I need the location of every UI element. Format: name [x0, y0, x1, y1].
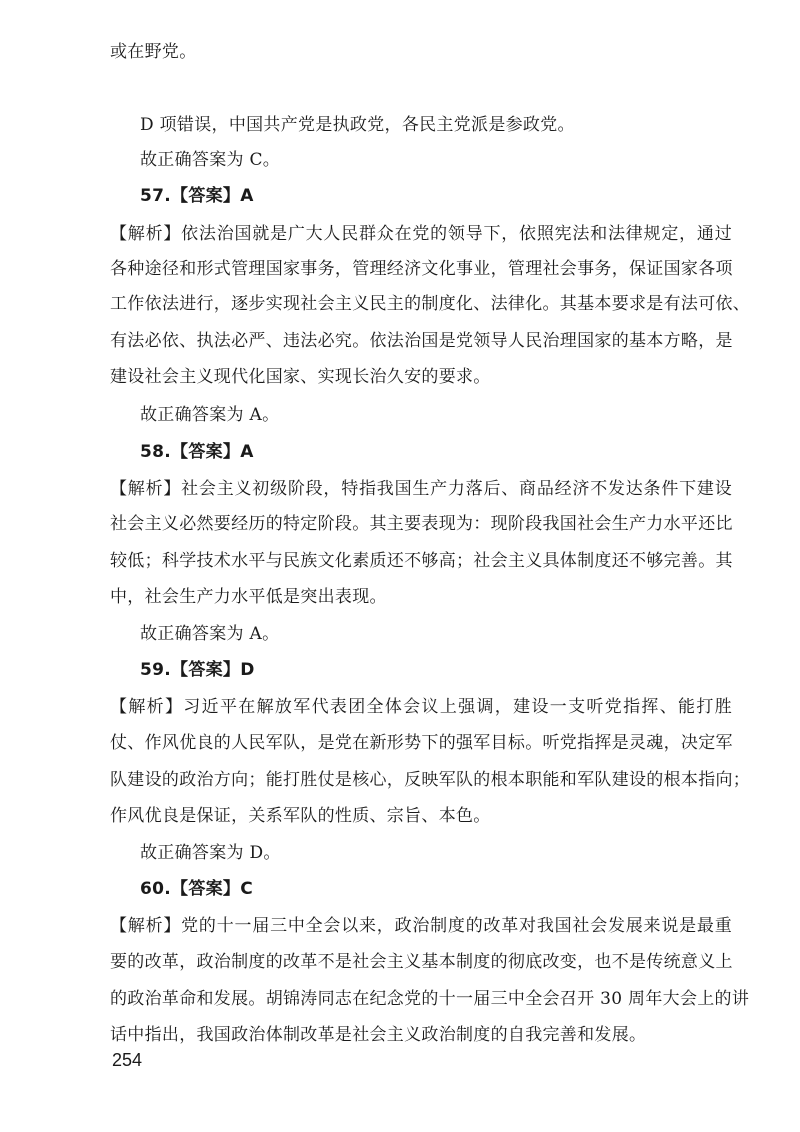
text-line: 作风优良是保证，关系军队的性质、宗旨、本色。 [110, 806, 491, 826]
text-line: D 项错误，中国共产党是执政党，各民主党派是参政党。 [140, 115, 575, 135]
answer-heading: 60.【答案】C [140, 879, 253, 899]
text-line: 话中指出，我国政治体制改革是社会主义政治制度的自我完善和发展。 [110, 1025, 647, 1045]
page-number: 254 [112, 1050, 143, 1070]
answer-heading: 57.【答案】A [140, 186, 254, 206]
text-line: 社会主义必然要经历的特定阶段。其主要表现为：现阶段我国社会生产力水平还比 [110, 514, 733, 534]
text-line: 队建设的政治方向；能打胜仗是核心，反映军队的根本职能和军队建设的根本指向； [110, 770, 751, 790]
text-line: 故正确答案为 A。 [140, 405, 280, 425]
text-line: 的政治革命和发展。胡锦涛同志在纪念党的十一届三中全会召开 30 周年大会上的讲 [110, 989, 750, 1009]
text-line: 故正确答案为 D。 [140, 843, 281, 863]
text-line: 要的改革，政治制度的改革不是社会主义基本制度的彻底改变，也不是传统意义上 [110, 952, 733, 972]
text-line: 【解析】依法治国就是广大人民群众在党的领导下，依照宪法和法律规定，通过 [110, 224, 732, 244]
text-line: 各种途径和形式管理国家事务，管理经济文化事业，管理社会事务，保证国家各项 [110, 259, 733, 279]
text-line: 或在野党。 [110, 42, 197, 62]
text-line: 有法必依、执法必严、违法必究。依法治国是党领导人民治理国家的基本方略，是 [110, 331, 733, 351]
text-line: 【解析】习近平在解放军代表团全体会议上强调，建设一支听党指挥、能打胜 [110, 697, 732, 717]
text-line: 仗、作风优良的人民军队，是党在新形势下的强军目标。听党指挥是灵魂，决定军 [110, 733, 733, 753]
answer-heading: 59.【答案】D [140, 660, 255, 680]
text-line: 【解析】党的十一届三中全会以来，政治制度的改革对我国社会发展来说是最重 [110, 916, 732, 936]
text-line: 故正确答案为 C。 [140, 150, 281, 170]
text-line: 中，社会生产力水平低是突出表现。 [110, 587, 387, 607]
text-line: 建设社会主义现代化国家、实现长治久安的要求。 [110, 367, 491, 387]
answer-heading: 58.【答案】A [140, 442, 254, 462]
text-line: 较低；科学技术水平与民族文化素质还不够高；社会主义具体制度还不够完善。其 [110, 551, 733, 571]
text-line: 故正确答案为 A。 [140, 624, 280, 644]
text-line: 【解析】社会主义初级阶段，特指我国生产力落后、商品经济不发达条件下建设 [110, 479, 732, 499]
text-line: 工作依法进行，逐步实现社会主义民主的制度化、法律化。其基本要求是有法可依、 [110, 294, 751, 314]
